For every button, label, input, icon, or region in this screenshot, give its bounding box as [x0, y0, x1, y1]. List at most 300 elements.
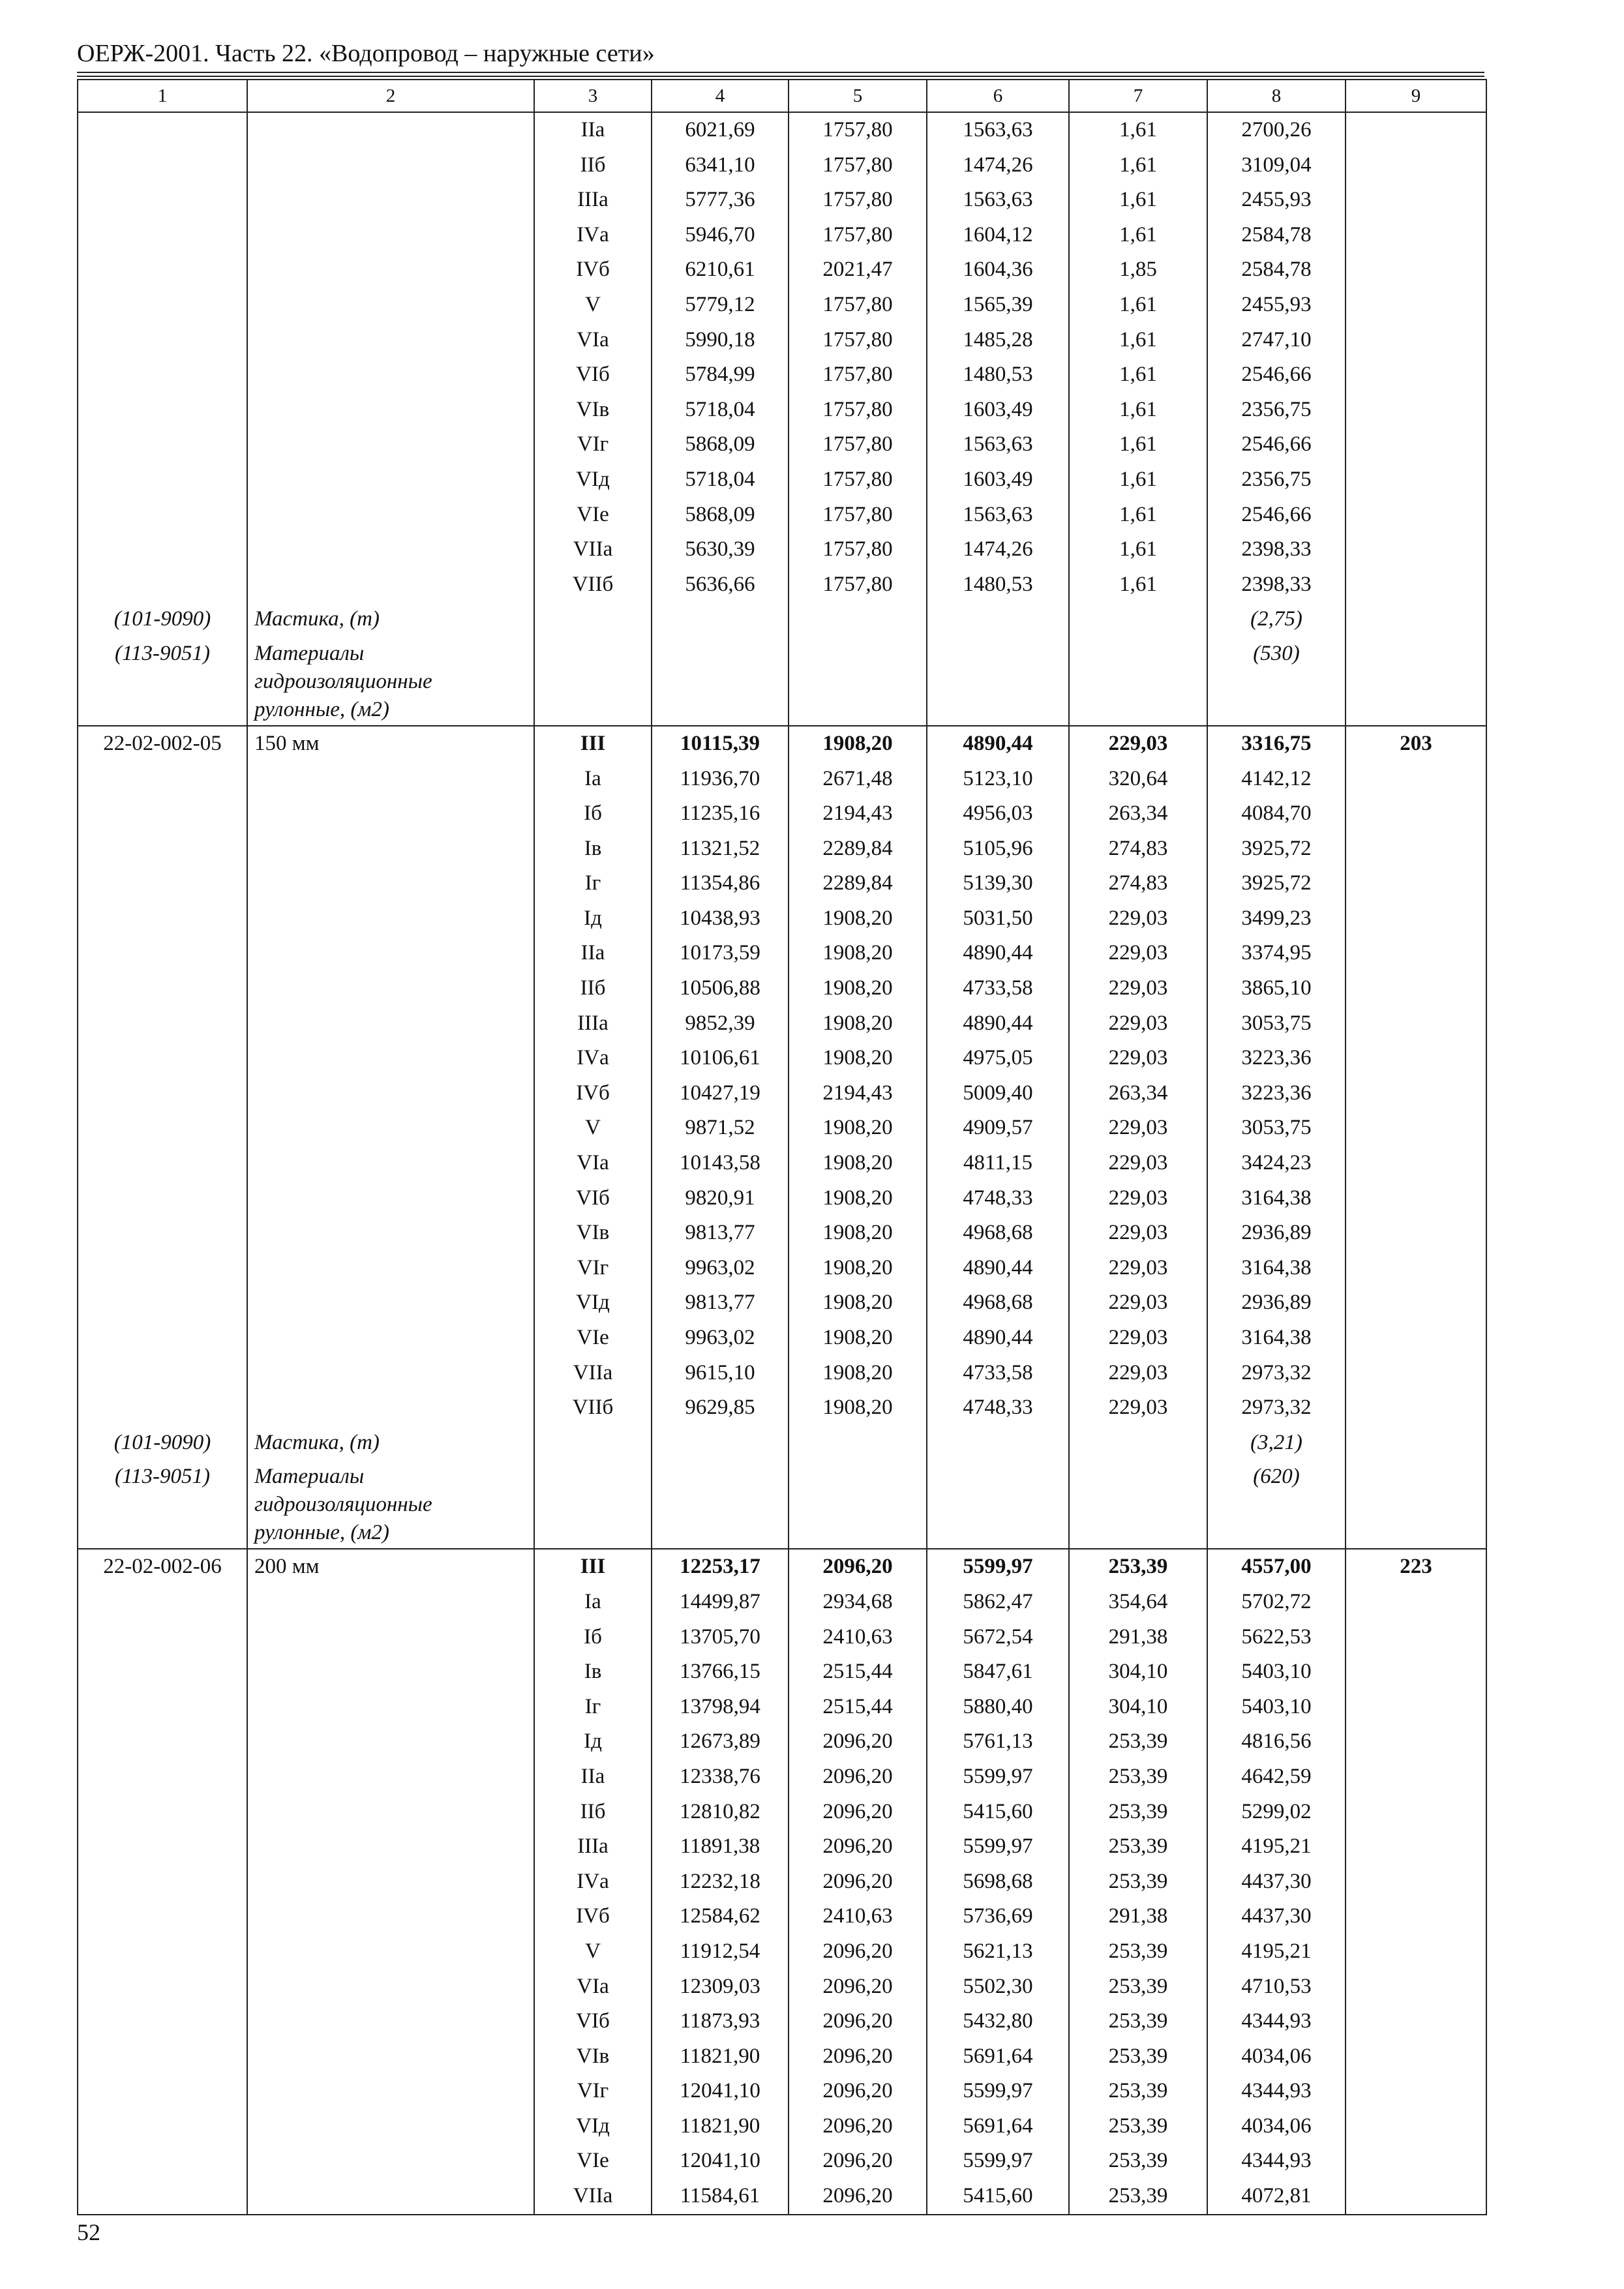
cell-col-6 [927, 1460, 1069, 1549]
table-row [78, 498, 1486, 533]
cell-col-3: IVа [534, 218, 652, 253]
cell-col-8: 2936,89 [1207, 1216, 1346, 1251]
col-header-4: 4 [652, 80, 789, 112]
cell-col-1: 22-02-002-05 [78, 726, 247, 762]
table-row [78, 866, 1486, 901]
cell-col-7: 1,61 [1069, 498, 1207, 533]
cell-col-5: 1757,80 [789, 323, 927, 358]
cell-col-7: 253,39 [1069, 2039, 1207, 2074]
cell-col-8: 4710,53 [1207, 1969, 1346, 2005]
cell-col-9 [1346, 2179, 1486, 2215]
cell-col-3: Iа [534, 1585, 652, 1620]
table-row [78, 1111, 1486, 1146]
cell-col-9 [1346, 1181, 1486, 1216]
cell-col-8: 4142,12 [1207, 762, 1346, 797]
cell-col-7: 253,39 [1069, 1934, 1207, 1969]
table-row [78, 1759, 1486, 1795]
cell-col-3: VIв [534, 1216, 652, 1251]
cell-col-6: 5672,54 [927, 1620, 1069, 1655]
cell-col-2: 150 мм [247, 726, 534, 762]
cell-col-1 [78, 1690, 247, 1725]
cell-col-6: 4909,57 [927, 1111, 1069, 1146]
cell-col-4: 9820,91 [652, 1181, 789, 1216]
cell-col-5: 2515,44 [789, 1654, 927, 1690]
cell-col-5: 2096,20 [789, 1724, 927, 1759]
col-header-9: 9 [1346, 80, 1486, 112]
cell-col-7: 320,64 [1069, 762, 1207, 797]
cell-col-8: 4437,30 [1207, 1864, 1346, 1900]
header-rule-top [77, 72, 1484, 73]
table-row [78, 1390, 1486, 1426]
table-row [78, 148, 1486, 183]
cell-col-1 [78, 252, 247, 288]
cell-col-3: V [534, 288, 652, 323]
cell-col-8: 3925,72 [1207, 831, 1346, 867]
cell-col-4: 11912,54 [652, 1934, 789, 1969]
table-row [78, 1549, 1486, 1585]
cell-col-8: 4557,00 [1207, 1549, 1346, 1585]
cell-col-2 [247, 462, 534, 498]
cell-col-5: 2096,20 [789, 2144, 927, 2179]
cell-col-6: 4890,44 [927, 1251, 1069, 1286]
cell-col-4 [652, 1460, 789, 1549]
cell-col-2 [247, 901, 534, 936]
table-row [78, 936, 1486, 971]
cell-col-8: 2973,32 [1207, 1356, 1346, 1391]
table-row [78, 831, 1486, 867]
cell-col-1 [78, 427, 247, 462]
cell-col-4: 12338,76 [652, 1759, 789, 1795]
cell-col-9 [1346, 1356, 1486, 1391]
cell-col-8: 4344,93 [1207, 2004, 1346, 2039]
table-row [78, 288, 1486, 323]
cell-col-4: 12232,18 [652, 1864, 789, 1900]
cell-col-6: 5698,68 [927, 1864, 1069, 1900]
table-row [78, 567, 1486, 603]
table-row [78, 1585, 1486, 1620]
cell-col-3: Iб [534, 1620, 652, 1655]
cell-col-7: 1,85 [1069, 252, 1207, 288]
cell-col-5: 2096,20 [789, 1864, 927, 1900]
cell-col-1 [78, 288, 247, 323]
cell-col-8: 2584,78 [1207, 218, 1346, 253]
cell-col-2 [247, 323, 534, 358]
cell-col-1 [78, 796, 247, 831]
cell-col-4: 11584,61 [652, 2179, 789, 2215]
cell-col-1 [78, 1585, 247, 1620]
cell-col-5: 1908,20 [789, 1321, 927, 1356]
cell-col-6: 5847,61 [927, 1654, 1069, 1690]
cell-col-5: 1757,80 [789, 183, 927, 218]
cell-col-5: 2410,63 [789, 1899, 927, 1934]
cell-col-5: 1757,80 [789, 112, 927, 148]
cell-col-2 [247, 1654, 534, 1690]
cell-col-8: 5702,72 [1207, 1585, 1346, 1620]
cell-col-2: Материалы гидроизоляционные рулонные, (м2) [247, 1460, 534, 1549]
cell-col-8: 4034,06 [1207, 2109, 1346, 2144]
cell-col-9 [1346, 498, 1486, 533]
cell-col-1 [78, 1181, 247, 1216]
cell-col-5: 1757,80 [789, 498, 927, 533]
table-row [78, 1426, 1486, 1461]
cell-col-1 [78, 218, 247, 253]
cell-col-2 [247, 936, 534, 971]
table-row [78, 1076, 1486, 1111]
cell-col-6: 1563,63 [927, 112, 1069, 148]
table-row [78, 1934, 1486, 1969]
cell-col-5: 1908,20 [789, 726, 927, 762]
cell-col-1 [78, 532, 247, 567]
cell-col-1 [78, 2074, 247, 2109]
table-row [78, 1285, 1486, 1321]
cell-col-4: 5868,09 [652, 498, 789, 533]
cell-col-3: III [534, 726, 652, 762]
cell-col-1 [78, 1934, 247, 1969]
cell-col-5: 1757,80 [789, 357, 927, 393]
cell-col-1 [78, 183, 247, 218]
cell-col-5: 1908,20 [789, 1181, 927, 1216]
cell-col-8: 4034,06 [1207, 2039, 1346, 2074]
cell-col-2 [247, 1356, 534, 1391]
cell-col-2 [247, 1111, 534, 1146]
cell-col-5 [789, 1426, 927, 1461]
cell-col-5: 1908,20 [789, 1356, 927, 1391]
cell-col-1 [78, 1146, 247, 1181]
cell-col-3: VIб [534, 2004, 652, 2039]
cell-col-3: IIIа [534, 1829, 652, 1864]
cell-col-4: 12309,03 [652, 1969, 789, 2005]
cell-col-1 [78, 1864, 247, 1900]
cell-col-7: 253,39 [1069, 1864, 1207, 1900]
cell-col-2 [247, 831, 534, 867]
cell-col-3: IIб [534, 971, 652, 1006]
cell-col-5: 1757,80 [789, 427, 927, 462]
cell-col-4: 5784,99 [652, 357, 789, 393]
cell-col-3: IIб [534, 148, 652, 183]
cell-col-9 [1346, 1251, 1486, 1286]
cell-col-1 [78, 567, 247, 603]
cell-col-9 [1346, 1654, 1486, 1690]
cell-col-4: 9871,52 [652, 1111, 789, 1146]
cell-col-2 [247, 393, 534, 428]
cell-col-6: 5432,80 [927, 2004, 1069, 2039]
cell-col-3: V [534, 1111, 652, 1146]
cell-col-7: 1,61 [1069, 148, 1207, 183]
cell-col-1 [78, 1969, 247, 2005]
cell-col-2 [247, 1216, 534, 1251]
cell-col-2 [247, 1620, 534, 1655]
cell-col-5: 1908,20 [789, 1006, 927, 1041]
cell-col-4: 5718,04 [652, 393, 789, 428]
cell-col-6: 5599,97 [927, 1759, 1069, 1795]
cell-col-1: (101-9090) [78, 602, 247, 637]
cell-col-2 [247, 866, 534, 901]
col-header-5: 5 [789, 80, 927, 112]
cell-col-3: Iв [534, 1654, 652, 1690]
cell-col-8: 4437,30 [1207, 1899, 1346, 1934]
cell-col-7: 253,39 [1069, 1829, 1207, 1864]
cell-col-5: 2194,43 [789, 796, 927, 831]
cell-col-8: 2356,75 [1207, 462, 1346, 498]
cell-col-1 [78, 1795, 247, 1830]
cell-col-2 [247, 1585, 534, 1620]
cell-col-7: 253,39 [1069, 1795, 1207, 1830]
cell-col-7: 1,61 [1069, 288, 1207, 323]
cell-col-9 [1346, 532, 1486, 567]
cell-col-7 [1069, 637, 1207, 726]
cell-col-2 [247, 2109, 534, 2144]
cell-col-4: 9963,02 [652, 1251, 789, 1286]
cell-col-9 [1346, 602, 1486, 637]
cell-col-5: 1908,20 [789, 1146, 927, 1181]
cell-col-4: 12584,62 [652, 1899, 789, 1934]
table-row [78, 602, 1486, 637]
cell-col-9 [1346, 427, 1486, 462]
cell-col-8: 4084,70 [1207, 796, 1346, 831]
cell-col-4: 11821,90 [652, 2039, 789, 2074]
cell-col-5: 2096,20 [789, 2074, 927, 2109]
cell-col-8: 5622,53 [1207, 1620, 1346, 1655]
cell-col-1 [78, 901, 247, 936]
cell-col-3 [534, 1460, 652, 1549]
cell-col-9 [1346, 1759, 1486, 1795]
cell-col-9 [1346, 637, 1486, 726]
cell-col-8: 3223,36 [1207, 1041, 1346, 1076]
cell-col-5: 2096,20 [789, 2004, 927, 2039]
cell-col-3: VIе [534, 2144, 652, 2179]
cell-col-5: 1757,80 [789, 532, 927, 567]
table-row [78, 1724, 1486, 1759]
cell-col-1 [78, 112, 247, 148]
cell-col-3: IIIа [534, 183, 652, 218]
cell-col-6 [927, 1426, 1069, 1461]
cell-col-5: 2515,44 [789, 1690, 927, 1725]
cell-col-6: 4733,58 [927, 971, 1069, 1006]
table-row [78, 2039, 1486, 2074]
cell-col-4: 10506,88 [652, 971, 789, 1006]
cell-col-4: 10115,39 [652, 726, 789, 762]
column-header-row [78, 80, 1486, 112]
cell-col-5: 1908,20 [789, 1390, 927, 1426]
cell-col-6: 4968,68 [927, 1216, 1069, 1251]
cell-col-4: 9963,02 [652, 1321, 789, 1356]
cell-col-7: 274,83 [1069, 831, 1207, 867]
cell-col-1 [78, 1759, 247, 1795]
cell-col-3: VIб [534, 357, 652, 393]
col-header-1: 1 [78, 80, 247, 112]
cell-col-9 [1346, 2109, 1486, 2144]
cell-col-6: 1603,49 [927, 462, 1069, 498]
cell-col-6: 5880,40 [927, 1690, 1069, 1725]
cell-col-9 [1346, 1585, 1486, 1620]
cell-col-3: VIа [534, 1969, 652, 2005]
price-table [77, 79, 1487, 2215]
cell-col-4: 10173,59 [652, 936, 789, 971]
cell-col-2 [247, 2179, 534, 2215]
cell-col-2: Мастика, (т) [247, 1426, 534, 1461]
cell-col-9 [1346, 1041, 1486, 1076]
cell-col-1 [78, 2109, 247, 2144]
cell-col-4: 14499,87 [652, 1585, 789, 1620]
cell-col-6: 1563,63 [927, 183, 1069, 218]
cell-col-5: 2096,20 [789, 1969, 927, 2005]
cell-col-8: 4642,59 [1207, 1759, 1346, 1795]
cell-col-6: 5691,64 [927, 2109, 1069, 2144]
cell-col-9 [1346, 1899, 1486, 1934]
table-row [78, 1899, 1486, 1934]
cell-col-1 [78, 323, 247, 358]
cell-col-8: 3053,75 [1207, 1111, 1346, 1146]
cell-col-1 [78, 1216, 247, 1251]
cell-col-9 [1346, 1006, 1486, 1041]
cell-col-3 [534, 637, 652, 726]
cell-col-7: 253,39 [1069, 2179, 1207, 2215]
cell-col-7: 263,34 [1069, 1076, 1207, 1111]
table-row [78, 1321, 1486, 1356]
cell-col-9 [1346, 1146, 1486, 1181]
cell-col-2 [247, 1690, 534, 1725]
cell-col-5: 2096,20 [789, 1934, 927, 1969]
cell-col-7: 1,61 [1069, 427, 1207, 462]
table-row [78, 1654, 1486, 1690]
table-row [78, 323, 1486, 358]
table-row [78, 637, 1486, 726]
cell-col-9 [1346, 323, 1486, 358]
cell-col-7 [1069, 602, 1207, 637]
cell-col-9 [1346, 1795, 1486, 1830]
cell-col-3: VIв [534, 2039, 652, 2074]
cell-col-4: 11891,38 [652, 1829, 789, 1864]
cell-col-7: 253,39 [1069, 2004, 1207, 2039]
cell-col-3: IVб [534, 252, 652, 288]
table-row [78, 901, 1486, 936]
cell-col-8: 3164,38 [1207, 1321, 1346, 1356]
cell-col-5: 2096,20 [789, 1795, 927, 1830]
cell-col-9 [1346, 1321, 1486, 1356]
cell-col-9 [1346, 1620, 1486, 1655]
cell-col-1 [78, 1321, 247, 1356]
col-header-6: 6 [927, 80, 1069, 112]
cell-col-7: 229,03 [1069, 1356, 1207, 1391]
cell-col-4: 13798,94 [652, 1690, 789, 1725]
table-row [78, 252, 1486, 288]
cell-col-3: VIIа [534, 532, 652, 567]
cell-col-1 [78, 971, 247, 1006]
cell-col-6: 1480,53 [927, 357, 1069, 393]
cell-col-5: 2410,63 [789, 1620, 927, 1655]
cell-col-4: 11821,90 [652, 2109, 789, 2144]
cell-col-4: 12673,89 [652, 1724, 789, 1759]
cell-col-1 [78, 2039, 247, 2074]
cell-col-3: IIб [534, 1795, 652, 1830]
cell-col-8: 2546,66 [1207, 427, 1346, 462]
cell-col-1: 22-02-002-06 [78, 1549, 247, 1585]
cell-col-7: 1,61 [1069, 393, 1207, 428]
cell-col-8: 2936,89 [1207, 1285, 1346, 1321]
cell-col-6: 5599,97 [927, 1829, 1069, 1864]
cell-col-4: 9813,77 [652, 1285, 789, 1321]
cell-col-7: 229,03 [1069, 726, 1207, 762]
cell-col-1 [78, 762, 247, 797]
cell-col-3: VIд [534, 462, 652, 498]
cell-col-1 [78, 936, 247, 971]
page-number: 52 [77, 2219, 100, 2245]
cell-col-3: VIе [534, 498, 652, 533]
cell-col-6: 5736,69 [927, 1899, 1069, 1934]
cell-col-9 [1346, 2144, 1486, 2179]
cell-col-7: 253,39 [1069, 2109, 1207, 2144]
cell-col-5: 2021,47 [789, 252, 927, 288]
cell-col-6: 5621,13 [927, 1934, 1069, 1969]
table-row [78, 1006, 1486, 1041]
cell-col-4 [652, 1426, 789, 1461]
cell-col-7 [1069, 1426, 1207, 1461]
cell-col-7: 291,38 [1069, 1899, 1207, 1934]
cell-col-9 [1346, 1829, 1486, 1864]
cell-col-3: Iб [534, 796, 652, 831]
cell-col-6: 5139,30 [927, 866, 1069, 901]
cell-col-6: 5415,60 [927, 2179, 1069, 2215]
cell-col-6: 1485,28 [927, 323, 1069, 358]
table-row [78, 1969, 1486, 2005]
cell-col-1 [78, 148, 247, 183]
cell-col-8: 2747,10 [1207, 323, 1346, 358]
cell-col-4: 9629,85 [652, 1390, 789, 1426]
cell-col-6: 5123,10 [927, 762, 1069, 797]
cell-col-8: 3164,38 [1207, 1251, 1346, 1286]
table-row [78, 112, 1486, 148]
cell-col-9 [1346, 2074, 1486, 2109]
cell-col-2 [247, 1934, 534, 1969]
cell-col-4: 12253,17 [652, 1549, 789, 1585]
cell-col-6: 1474,26 [927, 148, 1069, 183]
cell-col-2 [247, 2039, 534, 2074]
cell-col-1 [78, 866, 247, 901]
table-row [78, 1829, 1486, 1864]
cell-col-3: VIIб [534, 567, 652, 603]
cell-col-2 [247, 567, 534, 603]
table-row [78, 1216, 1486, 1251]
table-row [78, 1041, 1486, 1076]
cell-col-4: 13766,15 [652, 1654, 789, 1690]
cell-col-5: 2289,84 [789, 866, 927, 901]
cell-col-1 [78, 462, 247, 498]
cell-col-2 [247, 357, 534, 393]
cell-col-2 [247, 1795, 534, 1830]
cell-col-5: 2096,20 [789, 1759, 927, 1795]
cell-col-9 [1346, 1426, 1486, 1461]
cell-col-8: 4072,81 [1207, 2179, 1346, 2215]
cell-col-2 [247, 2074, 534, 2109]
cell-col-3: Iг [534, 1690, 652, 1725]
cell-col-9 [1346, 1111, 1486, 1146]
cell-col-7: 229,03 [1069, 1146, 1207, 1181]
cell-col-1: (113-9051) [78, 1460, 247, 1549]
cell-col-9: 203 [1346, 726, 1486, 762]
cell-col-6: 1563,63 [927, 498, 1069, 533]
table-row [78, 1620, 1486, 1655]
col-header-2: 2 [247, 80, 534, 112]
cell-col-2 [247, 1181, 534, 1216]
cell-col-8: 2546,66 [1207, 498, 1346, 533]
cell-col-8: 3374,95 [1207, 936, 1346, 971]
cell-col-3: IVб [534, 1076, 652, 1111]
table-row [78, 1146, 1486, 1181]
cell-col-3: IIа [534, 1759, 652, 1795]
cell-col-6: 5761,13 [927, 1724, 1069, 1759]
cell-col-5: 2096,20 [789, 1549, 927, 1585]
cell-col-1: (113-9051) [78, 637, 247, 726]
